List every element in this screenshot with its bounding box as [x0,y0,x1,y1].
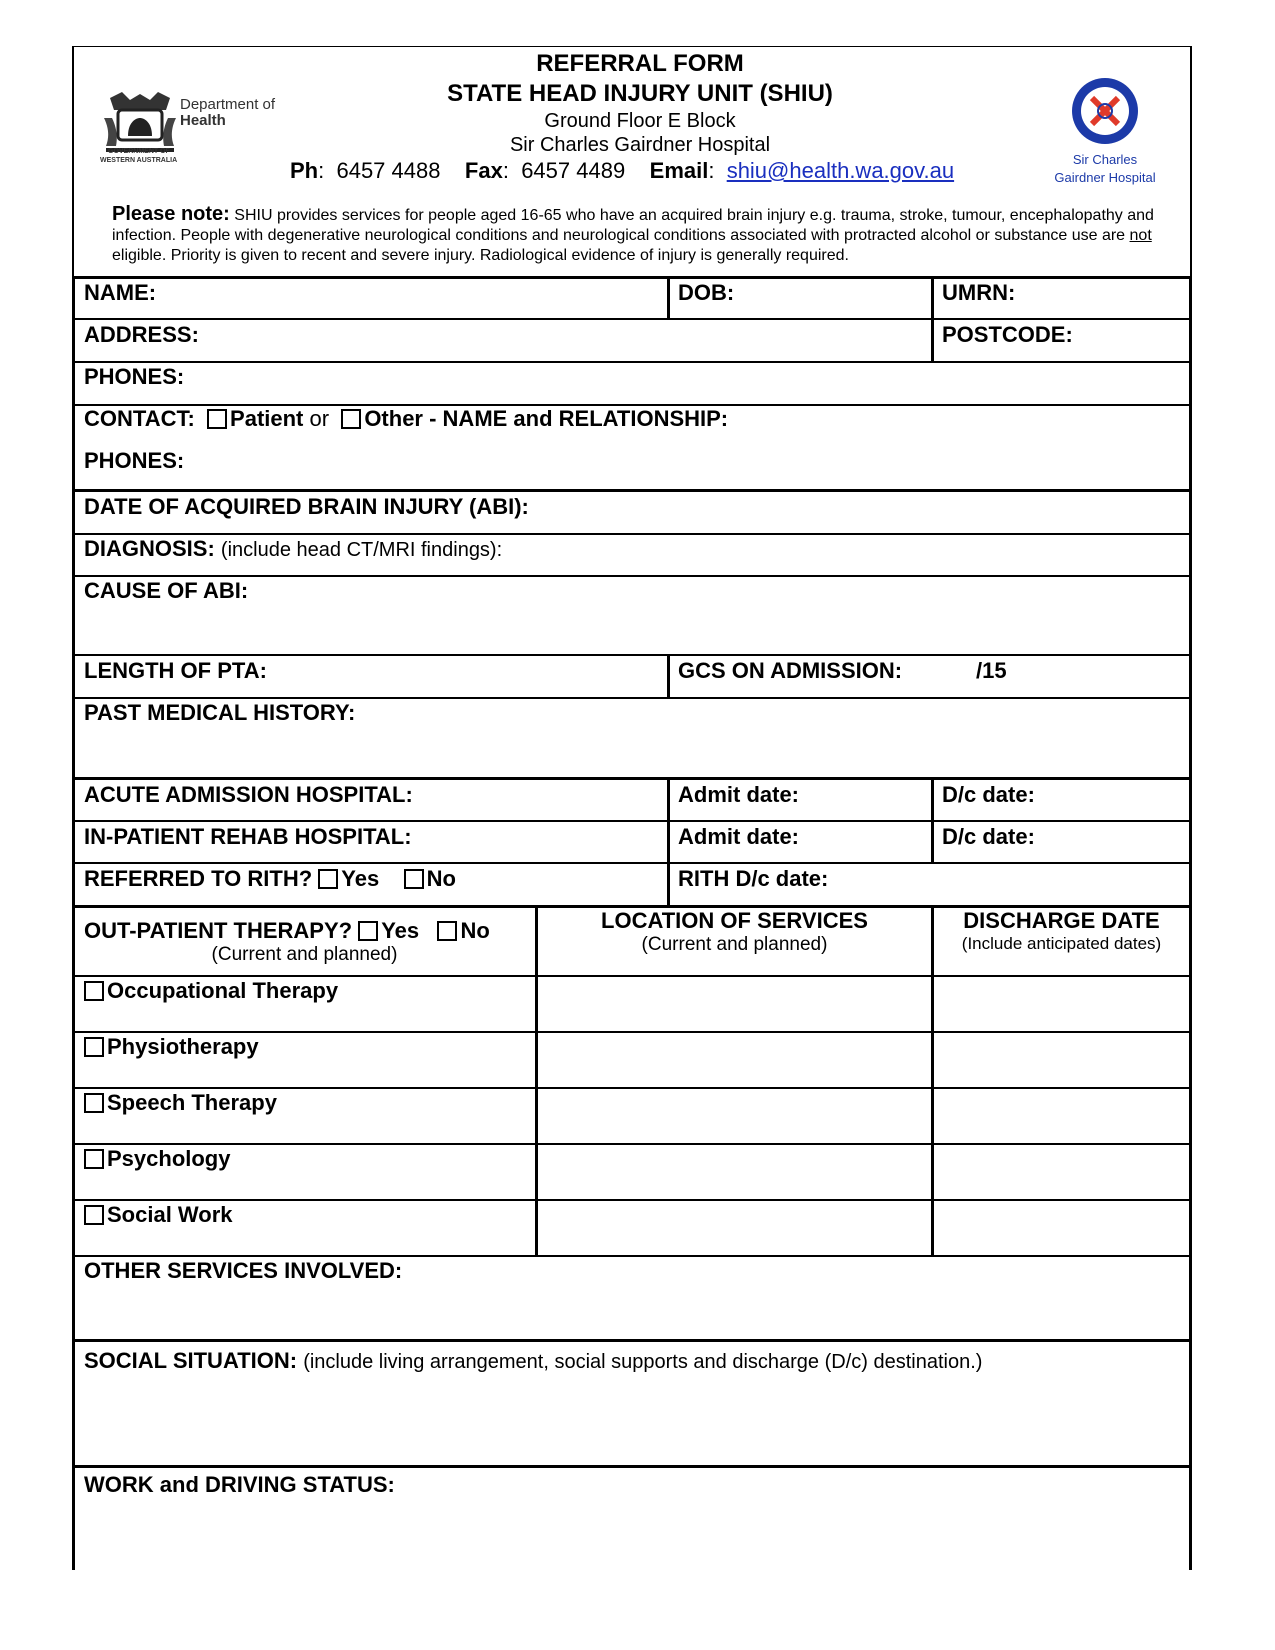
acute-admit-label: Admit date: [678,782,799,807]
patient-checkbox[interactable] [207,409,227,429]
or-text: or [309,406,330,431]
postcode-label: POSTCODE: [942,322,1073,347]
note-text-2: eligible. Priority is given to recent and severe injury. Radiological evidence of injury is generally required. [112,247,849,264]
col-divider [931,777,934,864]
divider [74,575,1192,577]
contact-details: Ph: 6457 4488 Fax: 6457 4489 Email: shiu@health.wa.gov.au [290,158,955,183]
rith-label: REFERRED TO RITH? [84,866,313,891]
divider [74,820,1192,822]
physiotherapy-checkbox[interactable] [84,1037,104,1057]
other-services-label: OTHER SERVICES INVOLVED: [84,1258,403,1283]
address-label: ADDRESS: [84,322,199,347]
opt-sublabel: (Current and planned) [211,944,398,965]
opt-no-label: No [460,918,490,943]
diagnosis-label: DIAGNOSIS: [84,536,215,561]
form-title: REFERRAL FORM [536,50,744,77]
department-of-text: Department of [180,96,276,113]
cause-label: CAUSE OF ABI: [84,578,249,603]
social-label: SOCIAL SITUATION: [84,1348,298,1373]
social-row [84,1348,982,1375]
umrn-label: UMRN: [942,280,1016,305]
rith-no-checkbox[interactable] [404,869,424,889]
divider [74,1339,1192,1342]
acute-dc-label: D/c date: [942,782,1035,807]
divider [74,1255,1192,1257]
divider [74,489,1192,492]
note-lead: Please note: [112,203,230,225]
therapy-psychology [84,1146,230,1172]
note-text-1: SHIU provides services for people aged 16-65 who have an acquired brain injury e.g. trauma, stroke, tumour, encephalopathy and infection. People with degenerative neurological conditions and neurological conditions associated with protracted alcohol or substance use are [112,207,1154,244]
scgh-logo [1050,76,1160,186]
hospital-seal-icon [1070,76,1140,146]
diagnosis-hint: (include head CT/MRI findings): [220,539,503,561]
rehab-label: IN-PATIENT REHAB HOSPITAL: [84,824,412,849]
therapy-physio [84,1034,259,1060]
fax-label: Fax [464,158,503,183]
table-left-border [72,276,75,1570]
phones-label: PHONES: [84,364,185,389]
opt-row [84,918,490,944]
government-of-text: GOVERNMENT OF [108,148,170,155]
divider [74,1465,1192,1468]
date-abi-label: DATE OF ACQUIRED BRAIN INJURY (ABI): [84,494,529,519]
pta-label: LENGTH OF PTA: [84,658,267,683]
opt-yes-label: Yes [381,918,420,943]
wa-government-logo [100,88,290,178]
email-link[interactable]: shiu@health.wa.gov.au [726,158,955,183]
fax-value: 6457 4489 [521,158,626,183]
opt-yes-checkbox[interactable] [358,921,378,941]
gcs-label: GCS ON ADMISSION: [678,658,903,683]
note-not: not [1129,227,1152,244]
rith-row [84,866,456,892]
occupational-therapy-label: Occupational Therapy [107,978,339,1003]
rehab-admit-label: Admit date: [678,824,799,849]
col-divider [667,654,670,698]
occupational-therapy-checkbox[interactable] [84,981,104,1001]
divider [74,361,1192,363]
rith-yes-label: Yes [341,866,380,891]
opt-no-checkbox[interactable] [437,921,457,941]
gcs-suffix: /15 [976,658,1007,683]
unit-title: STATE HEAD INJURY UNIT (SHIU) [447,80,833,107]
rith-yes-checkbox[interactable] [318,869,338,889]
location-subheader: (Current and planned) [641,934,828,955]
table-right-border [1189,276,1192,1570]
social-work-label: Social Work [107,1202,233,1227]
rith-dc-label: RITH D/c date: [678,866,829,891]
other-checkbox[interactable] [341,409,361,429]
physiotherapy-label: Physiotherapy [107,1034,259,1059]
divider [74,318,1192,320]
contact-row [84,406,728,432]
other-label: Other - NAME and RELATIONSHIP: [364,406,729,431]
speech-therapy-checkbox[interactable] [84,1093,104,1113]
col-divider [535,905,538,1257]
divider [74,276,1192,279]
psychology-label: Psychology [107,1146,231,1171]
eligibility-note [112,204,1172,266]
therapy-speech [84,1090,277,1116]
rehab-dc-label: D/c date: [942,824,1035,849]
divider [74,1143,1192,1145]
discharge-header: DISCHARGE DATE [963,908,1160,933]
divider [74,975,1192,977]
pmh-label: PAST MEDICAL HISTORY: [84,700,356,725]
scgh-text-2: Gairdner Hospital [1054,170,1156,185]
therapy-occupational [84,978,338,1004]
scgh-text-1: Sir Charles [1072,152,1138,167]
divider [74,533,1192,535]
opt-label: OUT-PATIENT THERAPY? [84,918,353,943]
acute-label: ACUTE ADMISSION HOSPITAL: [84,782,413,807]
phone-value: 6457 4488 [336,158,441,183]
divider [74,1199,1192,1201]
discharge-subheader: (Include anticipated dates) [961,934,1162,953]
col-divider [931,905,934,1257]
social-work-checkbox[interactable] [84,1205,104,1225]
contact-phones-label: PHONES: [84,448,185,473]
col-divider [667,777,670,907]
contact-label: CONTACT: [84,406,195,431]
name-label: NAME: [84,280,157,305]
psychology-checkbox[interactable] [84,1149,104,1169]
therapy-social-work [84,1202,233,1228]
dob-label: DOB: [678,280,735,305]
divider [74,862,1192,864]
patient-label: Patient [230,406,304,431]
col-divider [931,276,934,362]
col-divider [667,276,670,320]
western-australia-text: WESTERN AUSTRALIA [100,157,178,164]
social-hint: (include living arrangement, social supports and discharge (D/c) destination.) [303,1351,983,1373]
divider [74,1087,1192,1089]
divider [74,1031,1192,1033]
divider [74,654,1192,656]
work-label: WORK and DRIVING STATUS: [84,1472,395,1497]
address-line-1: Ground Floor E Block [544,110,736,132]
speech-therapy-label: Speech Therapy [107,1090,277,1115]
phone-label: Ph [290,158,319,183]
divider [74,777,1192,780]
diagnosis-row [84,536,502,563]
location-header: LOCATION OF SERVICES [601,908,868,933]
health-text: Health [180,112,226,129]
divider [74,697,1192,699]
rith-no-label: No [426,866,456,891]
crest-icon [100,88,180,156]
email-label: Email [649,158,709,183]
address-line-2: Sir Charles Gairdner Hospital [509,134,771,156]
